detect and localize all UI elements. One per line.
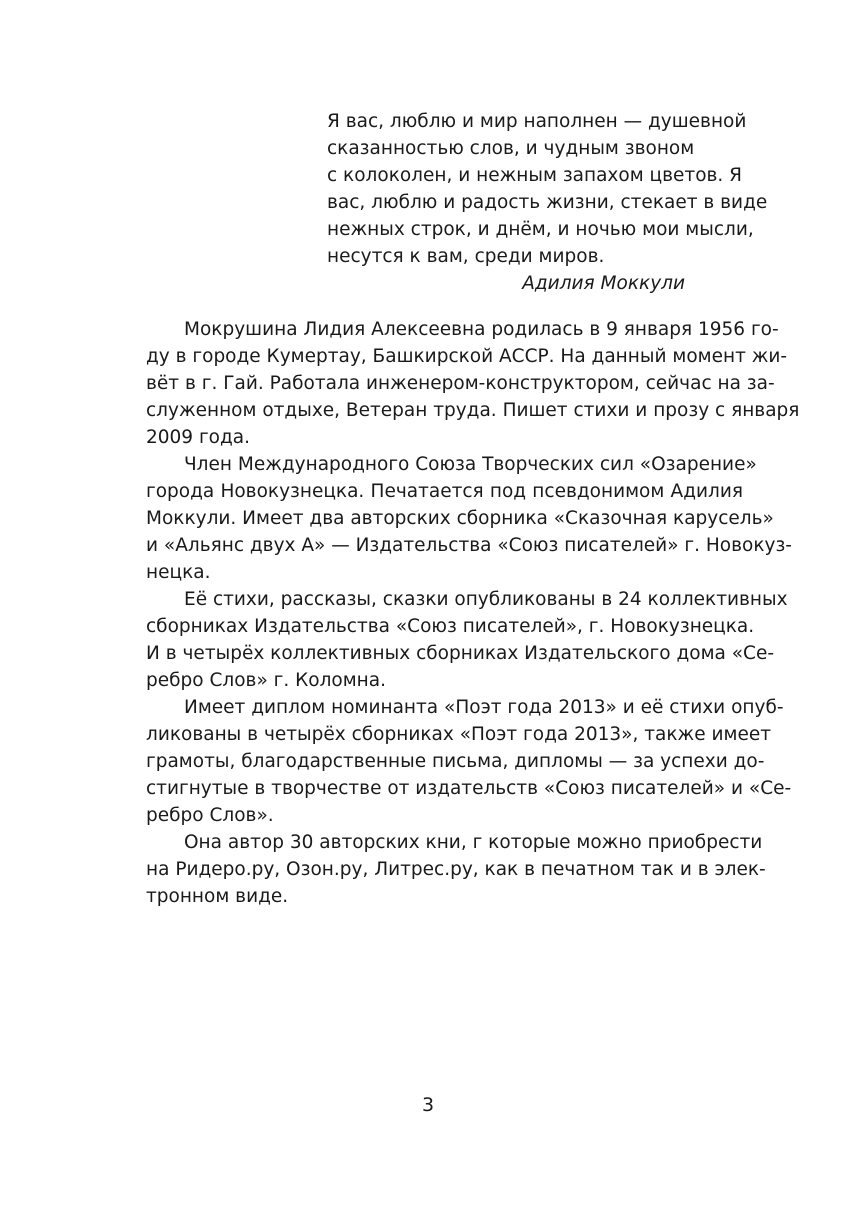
text-line: ребро Слов» г. Коломна. <box>146 670 386 691</box>
text-line: служенном отдыхе, Ветеран труда. Пишет стихи и прозу с января <box>146 400 800 421</box>
biography-paragraph <box>146 316 800 451</box>
biography-text <box>146 316 800 910</box>
epigraph <box>327 108 768 297</box>
text-line: и «Альянс двух А» — Издательства «Союз писателей» г. Новокуз- <box>146 535 792 556</box>
text-line: сборниках Издательства «Союз писателей», г. Новокузнецка. <box>146 616 755 637</box>
biography-paragraph <box>146 586 788 694</box>
biography-paragraph <box>146 694 792 829</box>
text-line: Она автор 30 авторских кни, г которые можно приобрести <box>184 832 763 853</box>
biography-paragraph <box>146 451 792 586</box>
epigraph-line: несутся к вам, среди миров. <box>327 246 605 267</box>
text-line: нецка. <box>146 562 211 583</box>
epigraph-line: вас, люблю и радость жизни, стекает в виде <box>327 192 768 213</box>
text-line: ду в городе Кумертау, Башкирской АССР. На данный момент жи- <box>146 346 788 367</box>
text-line: стигнутые в творчестве от издательств «Союз писателей» и «Се- <box>146 778 792 799</box>
epigraph-line: с колоколен, и нежным запахом цветов. Я <box>327 165 743 186</box>
text-line: 2009 года. <box>146 427 251 448</box>
epigraph-line: нежных строк, и днём, и ночью мои мысли, <box>327 219 754 240</box>
text-line: Её стихи, рассказы, сказки опубликованы в 24 коллективных <box>184 589 788 610</box>
text-line: ребро Слов». <box>146 805 274 826</box>
text-line: тронном виде. <box>146 886 289 907</box>
epigraph-author: Адилия Моккули <box>522 273 685 294</box>
biography-paragraph <box>146 829 766 910</box>
page-number: 3 <box>421 1094 435 1116</box>
text-line: Моккули. Имеет два авторских сборника «Сказочная карусель» <box>146 508 774 529</box>
epigraph-line: Я вас, люблю и мир наполнен — душевной <box>327 111 747 132</box>
text-line: И в четырёх коллективных сборниках Издательского дома «Се- <box>146 643 775 664</box>
epigraph-line: сказанностью слов, и чудным звоном <box>327 138 695 159</box>
text-line: Имеет диплом номинанта «Поэт года 2013» и её стихи опуб- <box>184 697 784 718</box>
text-line: Мокрушина Лидия Алексеевна родилась в 9 января 1956 го- <box>184 319 779 340</box>
text-line: вёт в г. Гай. Работала инженером-конструктором, сейчас на за- <box>146 373 775 394</box>
text-line: ликованы в четырёх сборниках «Поэт года 2013», также имеет <box>146 724 771 745</box>
text-line: Член Международного Союза Творческих сил «Озарение» <box>184 454 757 475</box>
text-line: на Ридеро.ру, Озон.ру, Литрес.ру, как в печатном так и в элек- <box>146 859 766 880</box>
text-line: грамоты, благодарственные письма, дипломы — за успехи до- <box>146 751 765 772</box>
text-line: города Новокузнецка. Печатается под псевдонимом Адилия <box>146 481 743 502</box>
